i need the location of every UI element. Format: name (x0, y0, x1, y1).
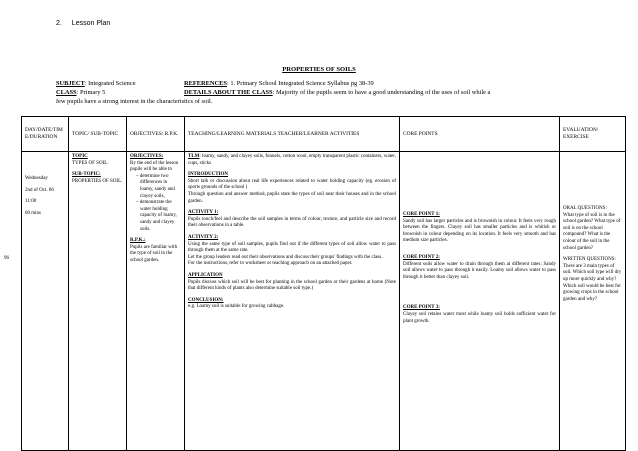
objectives-list (130, 174, 181, 233)
objectives-intro: By the end of the lesson pupils will be able to (130, 160, 179, 173)
header-teaching: TEACHING/LEARNING MATERIALS TEACHER/LEARNER ACTIVITIES (185, 117, 400, 152)
activity-2-text-3: For the instructions, refer to worksheet or teaching approach on an attached paper. (188, 261, 353, 267)
time: 11:00 (25, 199, 37, 205)
list-item: – determine two differences in loamy, sandy and clayey soils, (136, 173, 175, 199)
section-label: Lesson Plan (71, 20, 111, 27)
class-line (56, 89, 636, 96)
conclusion-text: e.g. Loamy soil is suitable for growing cabbage. (188, 304, 285, 310)
section-number: 2. (56, 20, 62, 27)
activities-cell (185, 152, 400, 451)
header-evaluation: EVALUATION/ EXERCISE (560, 117, 626, 152)
section-heading (56, 20, 118, 27)
topic-value: TYPES OF SOIL. (72, 160, 109, 166)
topic-label: TOPIC (72, 154, 88, 159)
core-point-1-label: CORE POINT 1: (403, 212, 440, 217)
plan-title: PROPERTIES OF SOILS (282, 66, 356, 73)
core-point-3-label: CORE POINT 3: (403, 305, 440, 311)
activity-1-text: Pupils touch/feel and describe the soil samples in terms of colour, texture, and particle size and record their observations in a table. (188, 216, 396, 229)
header-objectives: OBJECTIVES/ R.P.K. (127, 117, 185, 152)
application-text: Pupils discuss which soil will be best for planting in the school garden or their gardens at home (Note that different kinds of plants also determine suitable soil type.) (188, 279, 396, 292)
objectives-cell (127, 152, 185, 451)
list-item: – demonstrate the water holding capacity of loamy, sandy and clayey soils. (136, 200, 177, 232)
rpk-label: R.P.K.: (130, 238, 146, 244)
evaluation-cell (560, 152, 626, 451)
tlm-text: : loamy, sandy, and clayey soils, funnels, cotton wool, empty transparent plastic containers, water, cups, sticks (188, 154, 396, 166)
duration: 60 mins (25, 210, 41, 216)
objectives-label: OBJECTIVES: (130, 154, 164, 159)
references-block (184, 80, 374, 87)
tlm-label: TLM (188, 154, 200, 159)
oral-questions-text: What type of soil is in the school garden? What type of soil is on the school compound? What is the colour of the soil in the school garden? (563, 212, 621, 251)
subject-label: SUBJECT (56, 80, 85, 87)
table-row (22, 152, 626, 451)
application-label: APPLICATION (188, 272, 223, 278)
activity-2-label: ACTIVITY 2: (188, 234, 219, 240)
class-label: CLASS (56, 89, 77, 96)
introduction-text: Short talk or discussion about real life experiences related to water holding capacity (eg. erosion of sports grounds of the school ) (188, 178, 396, 191)
core-point-2-text: Different soils allow water to drain through them at different rates: Sandy soil allows water to pass through it easily. Loamy soil allows water to pass through it better than clayey soil. (403, 261, 556, 280)
day-cell (22, 152, 69, 451)
core-point-1-text: Sandy soil has larger particles and is brownish in colour. It feels very rough between the fingers. Clayey soil has smaller particles and is whitish or brownish in colour depending on its location. It feels very smooth and has medium size particles. (403, 218, 556, 244)
class-value: : Primary 5 (76, 89, 106, 96)
weekday: Wednesday (25, 176, 48, 181)
details-continuation: few pupils have a strong interest in the characteristics of soil. (56, 98, 213, 105)
subject-line (56, 80, 636, 87)
topic-cell (69, 152, 127, 451)
written-questions-text: There are 3 main types of soil. Which soil type will dry up more quickly and why? Which soil would be best for growing crops in the school garden and why? (563, 263, 622, 302)
core-points-cell (400, 152, 560, 451)
references-value: : 1. Primary School Integrated Science Syllabus pg 38-39 (226, 80, 374, 87)
header-day: DAY/DATE/TIME/DURATION (22, 117, 69, 152)
date: 2nd of Oct. 06 (25, 187, 54, 193)
activity-1-label: ACTIVITY 1: (188, 210, 219, 216)
rpk-text: Pupils are familiar with the type of soil in the school garden. (130, 244, 178, 263)
header-core: CORE POINTS (400, 117, 560, 152)
written-questions-label: WRITTEN QUESTIONS: (563, 257, 616, 263)
references-label: REFERENCES (184, 80, 227, 87)
subtopic-label: SUB-TOPIC: (72, 172, 101, 178)
conclusion-label: CONCLUSION: (188, 297, 224, 303)
details-value: : Majority of the pupils seem to have a good understanding of the uses of soil while a (272, 89, 491, 96)
subtopic-value: PROPERTIES OF SOIL. (72, 178, 123, 184)
details-label: DETAILS ABOUT THE CLASS (184, 89, 273, 96)
core-point-2-label: CORE POINT 2: (403, 254, 440, 260)
page-number: 96 (4, 256, 9, 261)
introduction-label: INTRODUCTION (188, 172, 229, 178)
activity-2-text-2: Let the group leaders read out their observations and discuss their groups' findings with the class. (188, 254, 383, 260)
header-topic: TOPIC/ SUB-TOPIC (69, 117, 127, 152)
core-point-3-text: Clayey soil retains water most while loamy soil holds sufficient water for plant growth. (403, 311, 556, 324)
introduction-text-2: Through question and answer method, pupils state the types of soil near their houses and in the school garden. (188, 191, 396, 204)
table-header-row (22, 117, 626, 152)
oral-questions-label: ORAL QUESTIONS: (563, 206, 607, 211)
details-block (184, 89, 490, 96)
lesson-plan-table (21, 116, 626, 451)
subject-value: : Integrated Science (84, 80, 136, 87)
activity-2-text: Using the same type of soil samples, pupils find out if the different types of soil allow water to pass through them at the same rate. (188, 241, 396, 254)
